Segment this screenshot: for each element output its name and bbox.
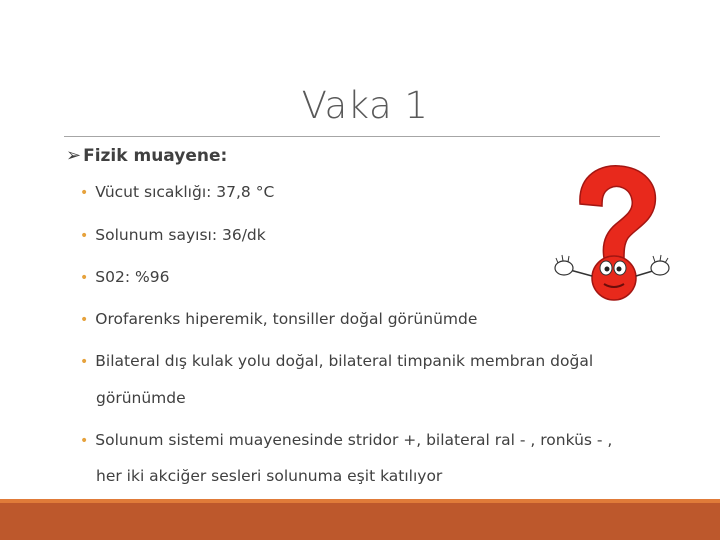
list-item-continuation: görünümde bbox=[96, 389, 186, 407]
list-item-text: Bilateral dış kulak yolu doğal, bilateral timpanik membran doğal bbox=[95, 352, 594, 370]
bullet-dot-icon: • bbox=[80, 312, 89, 328]
slide-title: Vaka 1 bbox=[301, 84, 429, 127]
bullet-dot-icon: • bbox=[80, 228, 89, 244]
bullet-dot-icon: • bbox=[80, 270, 89, 286]
list-item-text: Vücut sıcaklığı: 37,8 °C bbox=[95, 183, 275, 201]
list-item bbox=[80, 226, 266, 245]
bullet-dot-icon: • bbox=[80, 433, 89, 449]
question-mark-mascot-icon bbox=[552, 160, 670, 302]
footer-band bbox=[0, 499, 720, 540]
list-item-continuation: her iki akciğer sesleri solunuma eşit katılıyor bbox=[96, 467, 443, 485]
list-item-text: S02: %96 bbox=[95, 268, 170, 286]
title-divider bbox=[64, 136, 660, 137]
list-item bbox=[80, 268, 169, 287]
list-item bbox=[80, 431, 613, 485]
section-heading-text: Fizik muayene: bbox=[83, 145, 228, 166]
list-item bbox=[80, 352, 594, 407]
list-item bbox=[80, 183, 274, 202]
list-item-text: Solunum sistemi muayenesinde stridor +, bilateral ral - , ronküs - , bbox=[95, 431, 613, 449]
bullet-dot-icon: • bbox=[80, 185, 89, 201]
list-item-text: Solunum sayısı: 36/dk bbox=[95, 226, 266, 244]
list-item bbox=[80, 310, 477, 329]
list-item-text: Orofarenks hiperemik, tonsiller doğal görünümde bbox=[95, 310, 478, 328]
section-heading bbox=[66, 145, 227, 166]
footer-accent-line bbox=[0, 499, 720, 503]
bullet-dot-icon: • bbox=[80, 354, 89, 370]
arrow-right-icon: ➢ bbox=[66, 145, 82, 166]
